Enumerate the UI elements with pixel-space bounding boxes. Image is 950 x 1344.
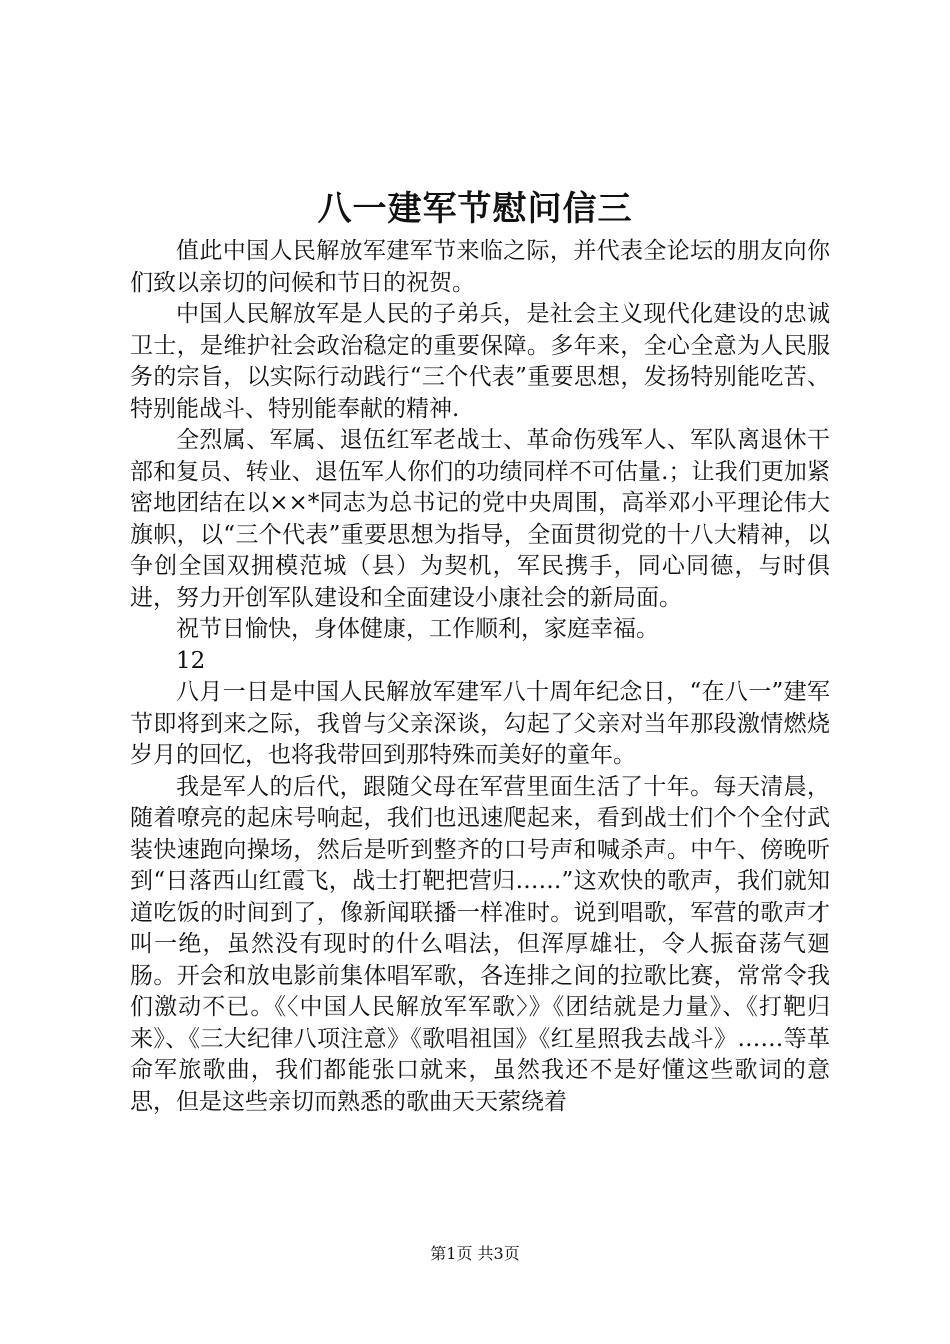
document-title: 八一建军节慰问信三 bbox=[317, 189, 633, 229]
paragraph-wishes: 祝节日愉快，身体健康，工作顺利，家庭幸福。 bbox=[176, 616, 659, 642]
paragraph-military-childhood: 我是军人的后代，跟随父母在军营里面生活了十年。每天清晨，随着嘹亮的起床号响起，我们也迅速爬起来，看到战士们个个全付武装快速跑向操场，然后是听到整齐的口号声和喊杀声。中午、傍晚听到“日落西山红霞飞，战士打靶把营归……”这欢快的歌声，我们就知道吃饭的时间到了，像新闻联播一样准时。说到唱歌，军营的歌声才叫一绝，虽然没有现时的什么唱法，但浑厚雄壮，令人振奋荡气廻肠。开会和放电影前集体唱军歌，各连排之间的拉歌比赛，常常令我们激动不已。《〈中国人民解放军军歌〉》《团结就是力量》、《打靶归来》、《三大纪律八项注意》《歌唱祖国》《红星照我去战斗》……等革命军旅歌曲，我们都能张口就来，虽然我还不是好懂这些歌词的意思，但是这些亲切而熟悉的歌曲天天萦绕着 bbox=[130, 773, 830, 1115]
page-footer: 第1页 共3页 bbox=[430, 1244, 520, 1263]
paragraph-anniversary: 八月一日是中国人民解放军建军八十周年纪念日，“在八一”建军节即将到来之际，我曾与父亲深谈，勾起了父亲对当年那段激情燃烧岁月的回忆，也将我带回到那特殊而美好的童年。 bbox=[130, 679, 830, 768]
paragraph-number: 12 bbox=[176, 647, 206, 674]
paragraph-greeting: 值此中国人民解放军建军节来临之际，并代表全论坛的朋友向你们致以亲切的问候和节日的祝贺。 bbox=[130, 238, 830, 296]
paragraph-call-to-action: 全烈属、军属、退伍红军老战士、革命伤残军人、军队离退休干部和复员、转业、退伍军人你们的功绩同样不可估量.；让我们更加紧密地团结在以××*同志为总书记的党中央周围，高举邓小平理论伟大旗帜，以“三个代表”重要思想为指导，全面贯彻党的十八大精神，以争创全国双拥模范城（县）为契机，军民携手，同心同德，与时俱进，努力开创军队建设和全面建设小康社会的新局面。 bbox=[130, 427, 830, 611]
document-body bbox=[130, 236, 830, 1118]
paragraph-praise: 中国人民解放军是人民的子弟兵，是社会主义现代化建设的忠诚卫士，是维护社会政治稳定的重要保障。多年来，全心全意为人民服务的宗旨，以实际行动践行“三个代表”重要思想，发扬特别能吃苦、特别能战斗、特别能奉献的精神. bbox=[130, 301, 830, 422]
